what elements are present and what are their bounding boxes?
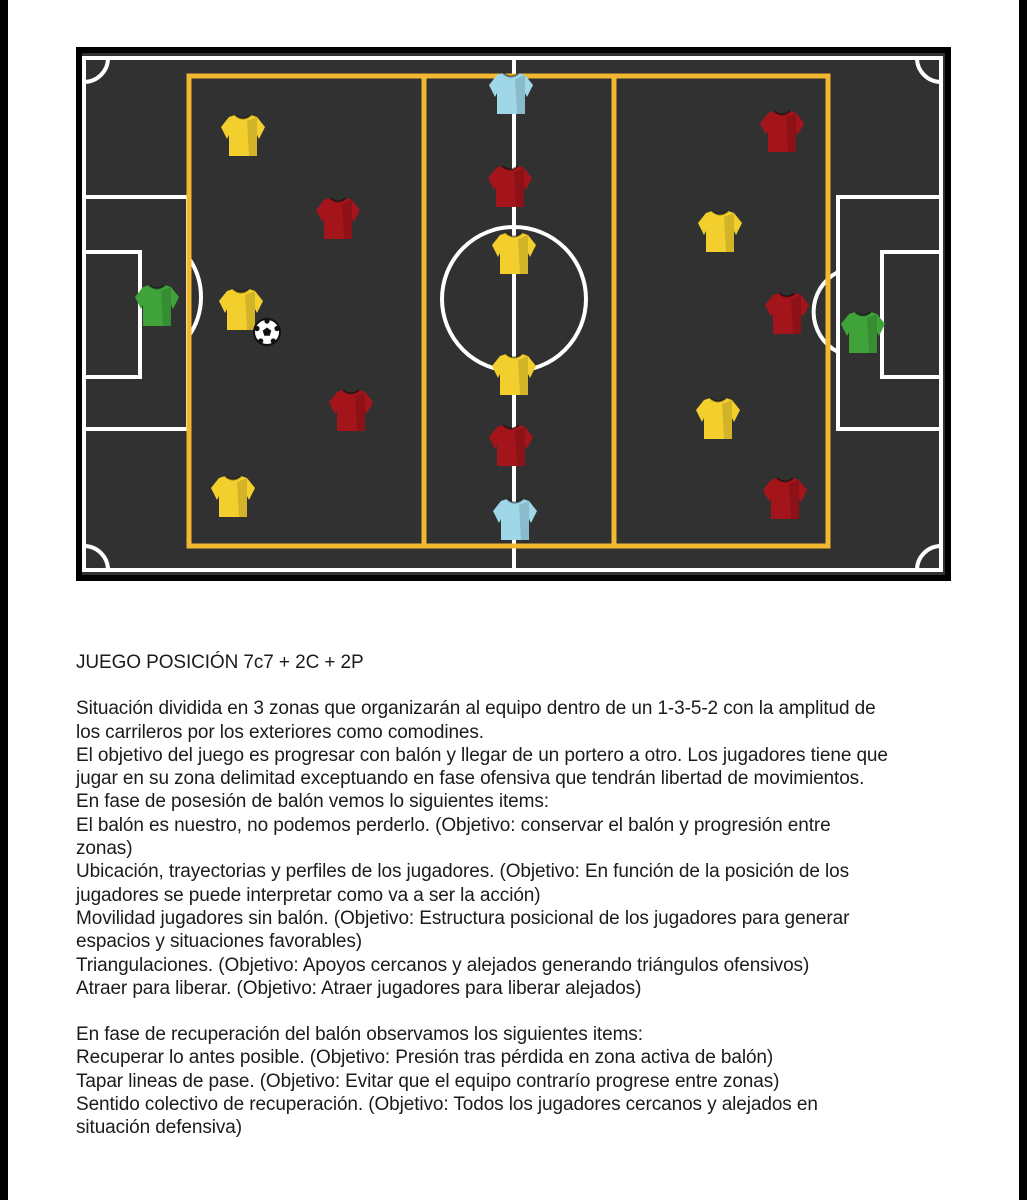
description-line: jugar en su zona delimitad exceptuando en fase ofensiva que tendrán libertad de movimientos.	[76, 768, 865, 790]
recovery-phase-section	[76, 1023, 976, 1139]
description-line: Situación dividida en 3 zonas que organizarán al equipo dentro de un 1-3-5-2 con la amplitud de	[76, 698, 876, 720]
exercise-description	[76, 651, 976, 1140]
description-line: Movilidad jugadores sin balón. (Objetivo: Estructura posicional de los jugadores para generar	[76, 907, 850, 929]
description-line: En fase de recuperación del balón observamos los siguientes items:	[76, 1024, 643, 1046]
description-line: Triangulaciones. (Objetivo: Apoyos cercanos y alejados generando triángulos ofensivos)	[76, 954, 810, 976]
description-line: situación defensiva)	[76, 1117, 242, 1139]
description-line: los carrileros por los exteriores como comodines.	[76, 721, 484, 743]
paragraph-gap	[76, 674, 976, 697]
exercise-title: JUEGO POSICIÓN 7c7 + 2C + 2P	[76, 652, 364, 673]
ball-patch-left	[254, 326, 259, 331]
description-line: zonas)	[76, 838, 133, 860]
right-edge-bar	[1019, 0, 1027, 1200]
left-edge-bar	[0, 0, 8, 1200]
pitch-diagram	[76, 47, 951, 581]
description-line: El balón es nuestro, no podemos perderlo. (Objetivo: conservar el balón y progresión entre	[76, 814, 831, 836]
description-line: En fase de posesión de balón vemos lo siguientes items:	[76, 791, 549, 813]
description-line: jugadores se puede interpretar como va a ser la acción)	[76, 884, 541, 906]
description-line: Sentido colectivo de recuperación. (Objetivo: Todos los jugadores cercanos y alejados en	[76, 1094, 818, 1116]
ball	[254, 318, 280, 345]
ball-patch-top	[264, 318, 269, 323]
description-line: Recuperar lo antes posible. (Objetivo: Presión tras pérdida en zona activa de balón)	[76, 1047, 774, 1069]
description-line: Ubicación, trayectorias y perfiles de los jugadores. (Objetivo: En función de la posición de los	[76, 861, 849, 883]
ball-patch-bottom-right	[271, 338, 276, 343]
paragraph-gap	[76, 1000, 976, 1023]
possession-phase-section	[76, 697, 976, 1000]
ball-patch-bottom-left	[258, 338, 263, 343]
description-line: Tapar lineas de pase. (Objetivo: Evitar que el equipo contrarío progrese entre zonas)	[76, 1070, 780, 1092]
description-line: espacios y situaciones favorables)	[76, 931, 362, 953]
description-line: El objetivo del juego es progresar con balón y llegar de un portero a otro. Los jugadores tiene que	[76, 744, 888, 766]
ball-patch-right	[274, 326, 279, 331]
description-line: Atraer para liberar. (Objetivo: Atraer jugadores para liberar alejados)	[76, 977, 642, 999]
